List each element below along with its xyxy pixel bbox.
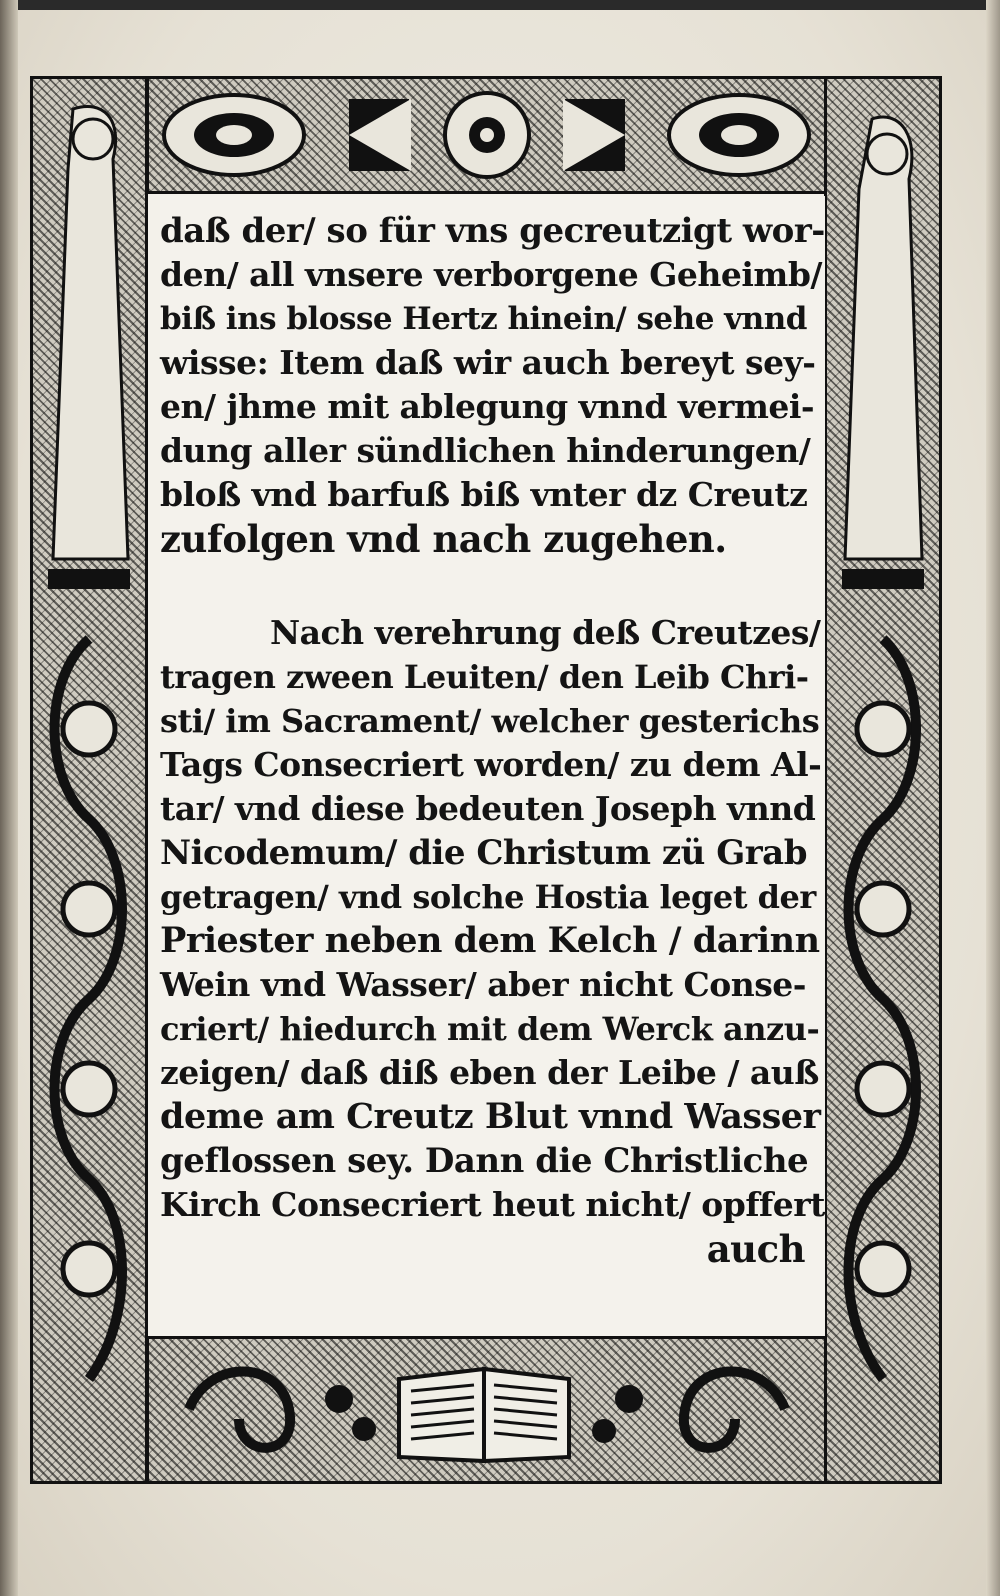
- page-edge: [986, 0, 1000, 1596]
- text-line: tar/ vnd diese bedeuten Joseph vnnd: [160, 789, 816, 828]
- text-line: den/ all vnsere verborgene Geheimb/: [160, 255, 822, 294]
- text-line: bloß vnd barfuß biß vnter dz Creutz: [160, 475, 808, 514]
- text-line: Wein vnd Wasser/ aber nicht Conse-: [160, 965, 806, 1004]
- text-line: sti/ im Sacrament/ welcher gesterichs: [160, 702, 820, 740]
- text-line: daß der/ so für vns gecreutzigt wor-: [160, 211, 825, 251]
- text-line: geflossen sey. Dann die Christliche: [160, 1141, 809, 1181]
- right-ornament-band: [824, 76, 942, 1484]
- text-line: getragen/ vnd solche Hostia leget der: [160, 878, 816, 916]
- text-line: dung aller sündlichen hinderungen/: [160, 431, 811, 470]
- bottom-ornament-band: [146, 1336, 828, 1484]
- text-line: biß ins blosse Hertz hinein/ sehe vnnd: [160, 301, 807, 337]
- text-line: en/ jhme mit ablegung vnnd vermei-: [160, 387, 815, 426]
- book-spine-shadow: [0, 0, 18, 1596]
- text-line: zufolgen vnd nach zugehen.: [160, 517, 727, 561]
- text-line: zeigen/ daß diß eben der Leibe / auß: [160, 1053, 819, 1092]
- robed-figure-icon: [33, 79, 145, 1481]
- left-ornament-band: [30, 76, 148, 1484]
- text-line: deme am Creutz Blut vnnd Wasser: [160, 1096, 821, 1137]
- open-book-icon: [149, 1339, 825, 1481]
- text-block: [160, 196, 825, 1336]
- floral-rosette-ornament-icon: [149, 79, 825, 191]
- text-line: Priester neben dem Kelch / darinn: [160, 920, 820, 961]
- female-figure-icon: [827, 79, 939, 1481]
- text-line: tragen zween Leuiten/ den Leib Chri-: [160, 658, 809, 696]
- paragraph-start-line: Nach verehrung deß Creutzes/: [270, 613, 821, 652]
- text-line: Kirch Consecriert heut nicht/ opffert: [160, 1185, 825, 1224]
- text-line: Tags Consecriert worden/ zu dem Al-: [160, 745, 822, 784]
- text-line: criert/ hiedurch mit dem Werck anzu-: [160, 1010, 820, 1048]
- top-ornament-band: [146, 76, 828, 194]
- catchword: auch: [706, 1227, 805, 1271]
- text-line: Nicodemum/ die Christum zü Grab: [160, 833, 807, 873]
- text-line: wisse: Item daß wir auch bereyt sey-: [160, 343, 816, 382]
- top-edge: [0, 0, 1000, 10]
